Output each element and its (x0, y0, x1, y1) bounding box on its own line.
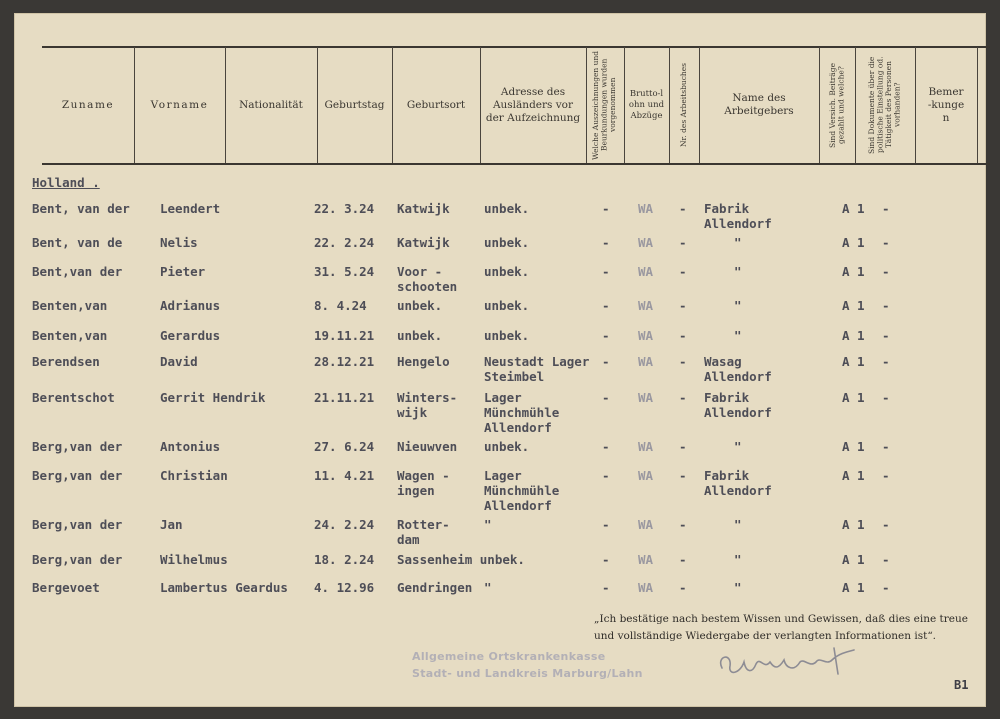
cell-surname: Bent,van der (32, 264, 123, 279)
cell-versicherung: A 1 (842, 552, 865, 567)
cell-arbeitsbuch: - (679, 468, 687, 483)
cell-auszeichnungen: - (602, 517, 610, 532)
header-geburtstag: Geburtstag (324, 98, 385, 111)
cell-dokumente: - (882, 298, 890, 313)
cell-address: " (484, 580, 492, 595)
cell-birthplace: Wagen - (397, 468, 450, 483)
cell-employer: " (734, 580, 742, 595)
cell-brutto: WA (638, 328, 654, 343)
cell-address: " (484, 517, 492, 532)
cell-versicherung: A 1 (842, 390, 865, 405)
cell-dokumente: - (882, 354, 890, 369)
cell-arbeitsbuch: - (679, 354, 687, 369)
cell-arbeitsbuch: - (679, 201, 687, 216)
cell-birthplace: Hengelo (397, 354, 450, 369)
cell-dokumente: - (882, 390, 890, 405)
cell-dokumente: - (882, 235, 890, 250)
cell-versicherung: A 1 (842, 439, 865, 454)
cell-versicherung: A 1 (842, 354, 865, 369)
certification-statement: „Ich bestätige nach bestem Wissen und Gewissen, daß dies eine treue und vollständige Wiedergabe der verlangten Informationen ist“. (594, 613, 968, 642)
cell-birthdate: 22. 3.24 (314, 201, 375, 216)
cell-surname: Berendsen (32, 354, 100, 369)
cell-brutto: WA (638, 552, 654, 567)
cell-birthplace: unbek. (397, 328, 443, 343)
cell-auszeichnungen: - (602, 354, 610, 369)
cell-brutto: WA (638, 201, 654, 216)
cell-versicherung: A 1 (842, 264, 865, 279)
cell-address: unbek. (484, 298, 530, 313)
cell-employer: Wasag (704, 354, 742, 369)
header-vorname: Vorname (150, 98, 209, 111)
cell-given-name: Lambertus Geardus (160, 580, 288, 595)
cell-brutto: WA (638, 354, 654, 369)
cell-given-name: Pieter (160, 264, 206, 279)
cell-arbeitsbuch: - (679, 298, 687, 313)
cell-brutto: WA (638, 390, 654, 405)
cell-surname: Berg,van der (32, 468, 123, 483)
cell-auszeichnungen: - (602, 580, 610, 595)
cell-employer: " (734, 235, 742, 250)
cell-birthdate: 27. 6.24 (314, 439, 375, 454)
cell-arbeitsbuch: - (679, 390, 687, 405)
cell-address: Allendorf (484, 420, 552, 435)
cell-brutto: WA (638, 517, 654, 532)
cell-brutto: WA (638, 235, 654, 250)
cell-birthdate: 11. 4.21 (314, 468, 375, 483)
cell-auszeichnungen: - (602, 328, 610, 343)
cell-auszeichnungen: - (602, 390, 610, 405)
cell-employer: Allendorf (704, 405, 772, 420)
header-bemerkungen: Bemer-kungen (927, 85, 965, 124)
cell-birthplace: Sassenheim unbek. (397, 552, 525, 567)
cell-versicherung: A 1 (842, 235, 865, 250)
header-dokumente: Sind Dokumente über die politische Einstellung od. Tätigkeit des Personen vorhanden? (867, 56, 902, 154)
cell-birthdate: 28.12.21 (314, 354, 375, 369)
cell-address: Allendorf (484, 498, 552, 513)
cell-dokumente: - (882, 328, 890, 343)
cell-birthdate: 22. 2.24 (314, 235, 375, 250)
column-divider (977, 47, 978, 163)
cell-address: Münchmühle (484, 483, 560, 498)
cell-employer: Fabrik (704, 390, 750, 405)
cell-birthplace: Katwijk (397, 235, 450, 250)
cell-surname: Berg,van der (32, 552, 123, 567)
cell-surname: Bent, van de (32, 235, 123, 250)
cell-auszeichnungen: - (602, 201, 610, 216)
cell-surname: Benten,van (32, 298, 108, 313)
cell-versicherung: A 1 (842, 298, 865, 313)
cell-given-name: Gerardus (160, 328, 221, 343)
cell-employer: " (734, 439, 742, 454)
header-zuname: Zuname (61, 98, 115, 111)
cell-arbeitsbuch: - (679, 264, 687, 279)
cell-dokumente: - (882, 439, 890, 454)
cell-auszeichnungen: - (602, 552, 610, 567)
cell-surname: Bergevoet (32, 580, 100, 595)
cell-birthplace: Katwijk (397, 201, 450, 216)
header-adresse: Adresse des Ausländers vor der Aufzeichnung (485, 85, 581, 124)
cell-employer: Fabrik (704, 201, 750, 216)
cell-birthdate: 4. 12.96 (314, 580, 375, 595)
cell-versicherung: A 1 (842, 468, 865, 483)
cell-dokumente: - (882, 552, 890, 567)
cell-address: Lager (484, 390, 522, 405)
cell-birthdate: 18. 2.24 (314, 552, 375, 567)
cell-birthdate: 31. 5.24 (314, 264, 375, 279)
cell-arbeitsbuch: - (679, 235, 687, 250)
cell-address: Neustadt Lager (484, 354, 590, 369)
cell-employer: " (734, 517, 742, 532)
cell-arbeitsbuch: - (679, 580, 687, 595)
header-bottom-rule (42, 163, 990, 165)
handwritten-signature (714, 638, 874, 688)
page-number: B1 (954, 678, 969, 692)
cell-dokumente: - (882, 264, 890, 279)
group-heading: Holland . (32, 175, 100, 190)
cell-birthplace: wijk (397, 405, 428, 420)
cell-given-name: Antonius (160, 439, 221, 454)
header-geburtsort: Geburtsort (406, 98, 466, 111)
cell-surname: Berentschot (32, 390, 115, 405)
cell-birthplace: Rotter- (397, 517, 450, 532)
cell-dokumente: - (882, 580, 890, 595)
cell-versicherung: A 1 (842, 328, 865, 343)
header-versicherung: Sind Versich. Beiträge gezahlt und welche? (827, 62, 845, 148)
stamp-line-2: Stadt- und Landkreis Marburg/Lahn (412, 667, 643, 680)
cell-brutto: WA (638, 580, 654, 595)
cell-auszeichnungen: - (602, 235, 610, 250)
cell-birthdate: 8. 4.24 (314, 298, 367, 313)
document-sheet (14, 13, 986, 707)
cell-employer: Allendorf (704, 216, 772, 231)
cell-brutto: WA (638, 439, 654, 454)
cell-birthplace: Voor - (397, 264, 443, 279)
header-arbeitsbuch: Nr. des Arbeitsbuches (678, 62, 688, 148)
cell-employer: Allendorf (704, 369, 772, 384)
cell-versicherung: A 1 (842, 580, 865, 595)
cell-arbeitsbuch: - (679, 439, 687, 454)
cell-birthdate: 21.11.21 (314, 390, 375, 405)
cell-brutto: WA (638, 264, 654, 279)
cell-birthplace: Nieuwven (397, 439, 458, 454)
header-nationalitaet: Nationalität (239, 98, 303, 111)
cell-surname: Bent, van der (32, 201, 130, 216)
cell-address: unbek. (484, 201, 530, 216)
cell-brutto: WA (638, 298, 654, 313)
stamp-line-1: Allgemeine Ortskrankenkasse (412, 650, 606, 663)
cell-dokumente: - (882, 201, 890, 216)
header-brutto: Brutto-lohn und Abzüge (628, 88, 665, 121)
cell-birthplace: unbek. (397, 298, 443, 313)
cell-arbeitsbuch: - (679, 328, 687, 343)
cell-surname: Berg,van der (32, 439, 123, 454)
cell-given-name: Jan (160, 517, 183, 532)
header-arbeitgeber: Name des Arbeitgebers (724, 92, 794, 117)
cell-address: unbek. (484, 235, 530, 250)
cell-birthdate: 24. 2.24 (314, 517, 375, 532)
cell-birthplace: ingen (397, 483, 435, 498)
cell-arbeitsbuch: - (679, 517, 687, 532)
cell-given-name: Christian (160, 468, 228, 483)
cell-auszeichnungen: - (602, 439, 610, 454)
cell-employer: " (734, 298, 742, 313)
cell-versicherung: A 1 (842, 201, 865, 216)
cell-employer: Allendorf (704, 483, 772, 498)
cell-birthplace: schooten (397, 279, 458, 294)
cell-address: Münchmühle (484, 405, 560, 420)
cell-surname: Berg,van der (32, 517, 123, 532)
cell-auszeichnungen: - (602, 468, 610, 483)
cell-address: unbek. (484, 264, 530, 279)
cell-birthplace: Winters- (397, 390, 458, 405)
cell-birthplace: Gendringen (397, 580, 473, 595)
cell-address: Steimbel (484, 369, 545, 384)
cell-address: Lager (484, 468, 522, 483)
cell-employer: Fabrik (704, 468, 750, 483)
cell-given-name: David (160, 354, 198, 369)
cell-birthdate: 19.11.21 (314, 328, 375, 343)
cell-auszeichnungen: - (602, 264, 610, 279)
cell-surname: Benten,van (32, 328, 108, 343)
cell-employer: " (734, 552, 742, 567)
cell-given-name: Adrianus (160, 298, 221, 313)
cell-birthplace: dam (397, 532, 420, 547)
cell-employer: " (734, 264, 742, 279)
cell-employer: " (734, 328, 742, 343)
cell-given-name: Wilhelmus (160, 552, 228, 567)
cell-address: unbek. (484, 439, 530, 454)
cell-given-name: Gerrit Hendrik (160, 390, 266, 405)
cell-auszeichnungen: - (602, 298, 610, 313)
cell-dokumente: - (882, 517, 890, 532)
cell-address: unbek. (484, 328, 530, 343)
cell-given-name: Leendert (160, 201, 221, 216)
cell-arbeitsbuch: - (679, 552, 687, 567)
cell-versicherung: A 1 (842, 517, 865, 532)
header-auszeichnungen: Welche Auszeichnungen und Beurkundungen wurden vorgenommen (591, 50, 618, 160)
cell-brutto: WA (638, 468, 654, 483)
cell-given-name: Nelis (160, 235, 198, 250)
cell-dokumente: - (882, 468, 890, 483)
